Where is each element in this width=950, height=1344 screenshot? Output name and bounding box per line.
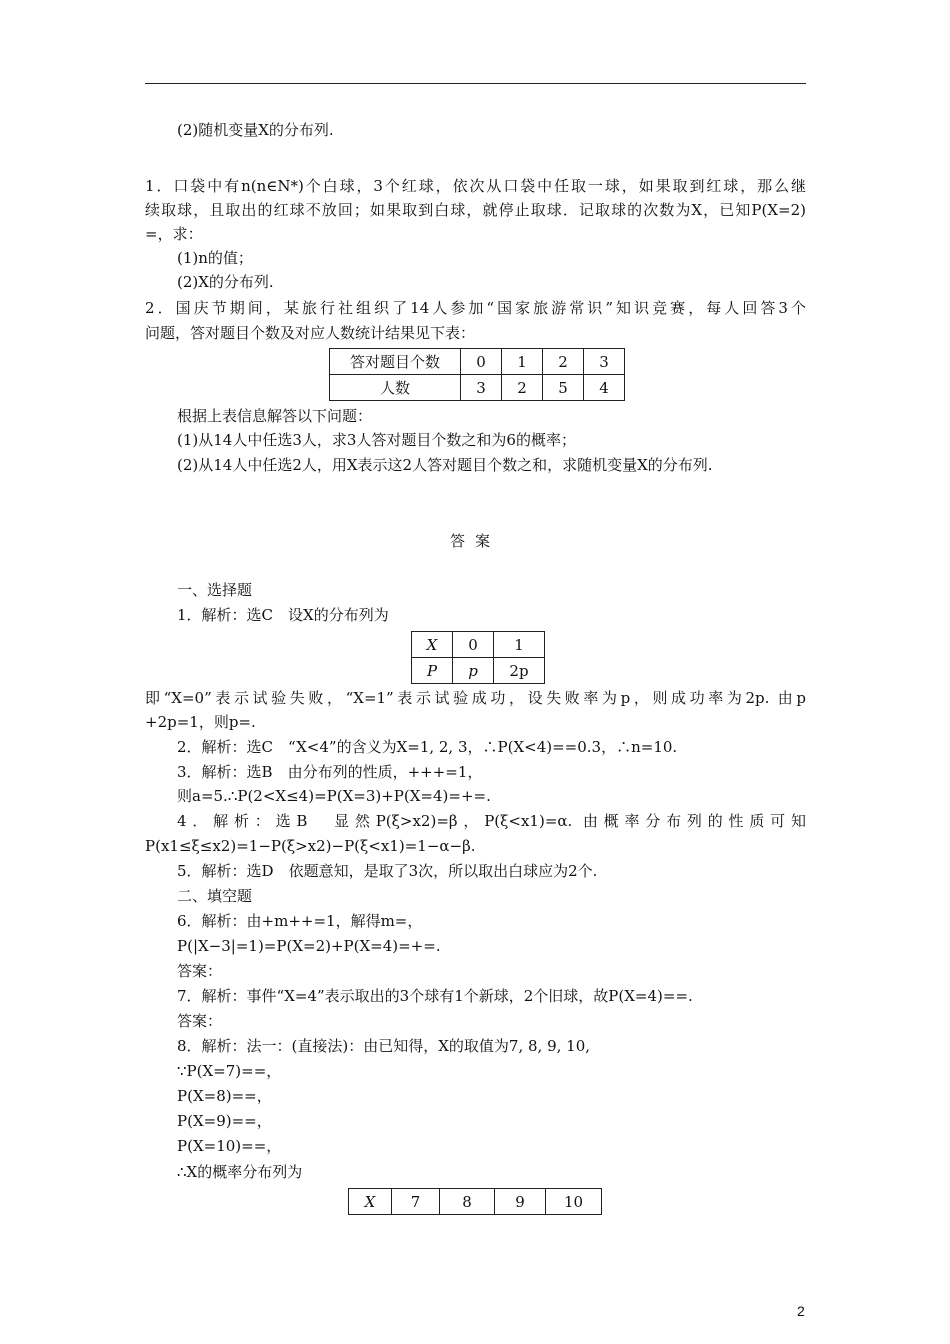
table-cell: X xyxy=(412,632,453,658)
problem-2-line-2: 问题，答对题目个数及对应人数统计结果见下表： xyxy=(145,324,476,342)
answer-6-line-2: P(|X−3|=1)=P(X=2)+P(X=4)=+=. xyxy=(177,937,441,955)
table-cell: 答对题目个数 xyxy=(330,349,461,375)
answer-8-line-3: P(X=8)==， xyxy=(177,1087,272,1105)
answer-2: 2．解析：选C “X<4”的含义为X=1, 2, 3，∴P(X<4)==0.3，∴n=10. xyxy=(177,738,678,756)
table-cell: 3 xyxy=(584,349,625,375)
problem-1-line-2: 续取球，且取出的红球不放回；如果取到白球，就停止取球．记取球的次数为X，已知P(X=2) xyxy=(145,201,806,219)
answer-3-line-2: 则a=5.∴P(2<X≤4)=P(X=3)+P(X=4)=+=. xyxy=(177,787,491,805)
problem-1-question-2: (2)X的分布列. xyxy=(177,273,274,291)
problem-2-question-1: (1)从14人中任选3人，求3人答对题目个数之和为6的概率； xyxy=(177,431,576,449)
problem-2-question-2: (2)从14人中任选2人，用X表示这2人答对题目个数之和，求随机变量X的分布列. xyxy=(177,456,713,474)
quiz-result-table xyxy=(329,348,625,401)
answer-7: 7．解析：事件“X=4”表示取出的3个球有1个新球，2个旧球，故P(X=4)==. xyxy=(177,987,693,1005)
problem-1-question-1: (1)n的值； xyxy=(177,249,253,267)
answer-4-line-2: P(x1≤ξ≤x2)=1−P(ξ>x2)−P(ξ<x1)=1−α−β. xyxy=(145,837,476,855)
answer-7-label: 答案： xyxy=(177,1012,223,1030)
answer-6: 6．解析：由+m++=1，解得m=， xyxy=(177,912,423,930)
problem-1-line-1: 1．口袋中有n(n∈N*)个白球，3个红球，依次从口袋中任取一球，如果取到红球，那么继 xyxy=(145,177,806,195)
answer-8: 8．解析：法一：(直接法)：由已知得，X的取值为7, 8, 9, 10, xyxy=(177,1037,591,1055)
answer-3: 3．解析：选B 由分布列的性质，+++=1， xyxy=(177,763,483,781)
table-cell: X xyxy=(349,1189,392,1215)
answer-4: 4．解析：选B 显然P(ξ>x2)=β，P(ξ<x1)=α. 由概率分布列的性质可知 xyxy=(177,812,806,830)
table-row xyxy=(412,658,545,684)
answer-1-line-3: +2p=1，则p=. xyxy=(145,713,256,731)
distribution-table-1 xyxy=(411,631,545,684)
table-cell: 1 xyxy=(502,349,543,375)
table-cell: 2p xyxy=(494,658,545,684)
table-cell: 4 xyxy=(584,375,625,401)
table-cell: 3 xyxy=(461,375,502,401)
problem-1-line-3: =，求： xyxy=(145,225,203,243)
answer-8-line-4: P(X=9)==， xyxy=(177,1112,272,1130)
answer-5: 5．解析：选D 依题意知，是取了3次，所以取出白球应为2个. xyxy=(177,862,598,880)
section-fill-heading: 二、填空题 xyxy=(177,887,253,905)
page-number: 2 xyxy=(797,1303,805,1319)
table-cell: 2 xyxy=(543,349,584,375)
table-cell: 5 xyxy=(543,375,584,401)
table-cell: 9 xyxy=(495,1189,546,1215)
problem-2-instruction: 根据上表信息解答以下问题： xyxy=(177,407,373,425)
table-cell: 0 xyxy=(453,632,494,658)
answer-8-line-6: ∴X的概率分布列为 xyxy=(177,1163,303,1181)
section-choice-heading: 一、选择题 xyxy=(177,581,253,599)
table-row xyxy=(330,349,625,375)
header-rule xyxy=(145,83,806,84)
table-row xyxy=(349,1189,602,1215)
table-cell: 7 xyxy=(392,1189,440,1215)
answer-1: 1．解析：选C 设X的分布列为 xyxy=(177,606,389,624)
table-cell: 8 xyxy=(440,1189,495,1215)
table-cell: 1 xyxy=(494,632,545,658)
table-row xyxy=(412,632,545,658)
answer-1-line-2: 即“X=0”表示试验失败，“X=1”表示试验成功，设失败率为p，则成功率为2p. 由p xyxy=(145,689,806,707)
table-cell: 10 xyxy=(546,1189,602,1215)
table-cell: P xyxy=(412,658,453,684)
table-cell: 人数 xyxy=(330,375,461,401)
table-cell: 0 xyxy=(461,349,502,375)
distribution-table-2 xyxy=(348,1188,602,1215)
previous-question-part: (2)随机变量X的分布列. xyxy=(177,121,334,139)
answers-title: 答案 xyxy=(449,532,500,550)
table-cell: 2 xyxy=(502,375,543,401)
answer-8-line-5: P(X=10)==， xyxy=(177,1137,282,1155)
table-cell: p xyxy=(453,658,494,684)
answer-6-label: 答案： xyxy=(177,962,223,980)
problem-2-line-1: 2．国庆节期间，某旅行社组织了14人参加“国家旅游常识”知识竞赛，每人回答3个 xyxy=(145,299,806,317)
table-row xyxy=(330,375,625,401)
answer-8-line-2: ∵P(X=7)==， xyxy=(177,1062,282,1080)
